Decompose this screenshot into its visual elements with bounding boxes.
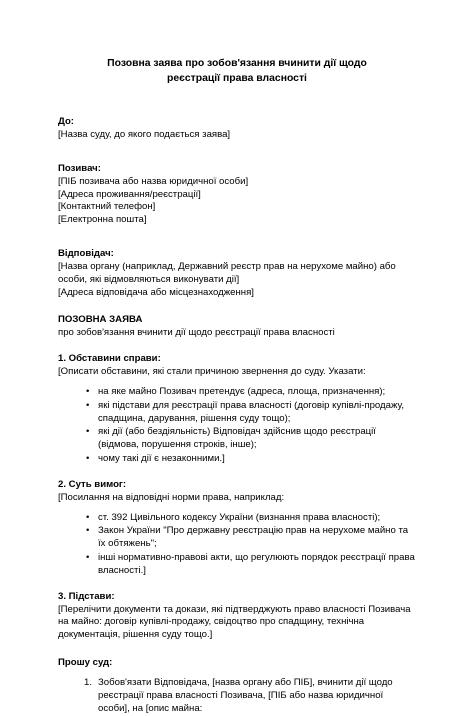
list-item: • які дії (або бездіяльність) Відповідач здійснив щодо реєстрації (відмова, порушення строків, інше); — [98, 426, 416, 452]
defendant-line: [Назва органу (наприклад, Державний реєстр прав на нерухоме майно) або особи, які відмовляються виконувати дії] — [58, 260, 396, 285]
defendant-section — [58, 248, 416, 299]
list-item: • Закон України "Про державну реєстрацію прав на нерухоме майно та їх обтяжень"; — [98, 525, 416, 551]
circumstances-heading: 1. Обставини справи: — [58, 353, 161, 365]
claim-heading-section — [58, 314, 416, 340]
claims-list — [58, 512, 416, 578]
list-item-text: Зобов'язати Відповідача, [назва органу або ПІБ], вчинити дії щодо реєстрації права власності Позивача, [ПІБ або назва юридичної особи], на [опис майна: — [98, 677, 393, 714]
plaintiff-line: [ПІБ позивача або назва юридичної особи] — [58, 175, 249, 187]
circumstances-list — [58, 386, 416, 466]
list-item: • інші нормативно-правові акти, що регулюють порядок реєстрації права власності.] — [98, 552, 416, 578]
claim-heading: ПОЗОВНА ЗАЯВА — [58, 314, 143, 326]
claims-heading: 2. Суть вимог: — [58, 478, 127, 490]
request-section — [58, 657, 416, 715]
claims-section — [58, 479, 416, 578]
plaintiff-line: [Контактний телефон] — [58, 201, 156, 213]
to-line: [Назва суду, до якого подається заява] — [58, 129, 231, 140]
claims-intro: [Посилання на відповідні норми права, наприклад: — [58, 491, 285, 503]
plaintiff-label: Позивач: — [58, 162, 101, 174]
grounds-heading: 3. Підстави: — [58, 590, 115, 602]
list-item: • на яке майно Позивач претендує (адреса, площа, призначення); — [98, 386, 416, 399]
grounds-section — [58, 591, 416, 642]
list-item: • чому такі дії є незаконними.] — [98, 453, 416, 466]
list-item: • ст. 392 Цивільного кодексу України (визнання права власності); — [98, 512, 416, 525]
grounds-text: [Перелічити документи та докази, які підтверджують право власності Позивача на майно: договір купівлі-продажу, свідоцтво про спадщину, технічна документація, рішення суду тощо.] — [58, 603, 411, 641]
list-item — [84, 677, 416, 716]
document-title: Позовна заява про зобов'язання вчинити дії щодо реєстрації права власності — [107, 58, 367, 85]
plaintiff-line: [Адреса проживання/реєстрації] — [58, 188, 201, 200]
request-list — [58, 677, 416, 716]
circumstances-intro: [Описати обставини, які стали причиною звернення до суду. Указати: — [58, 365, 366, 377]
circumstances-section — [58, 353, 416, 466]
defendant-line: [Адреса відповідача або місцезнаходження] — [58, 286, 254, 298]
plaintiff-section — [58, 163, 416, 227]
to-label: До: — [58, 116, 75, 128]
list-item: • які підстави для реєстрації права власності (договір купівлі-продажу, спадщина, дарування, рішення суду тощо); — [98, 400, 416, 426]
request-heading: Прошу суд: — [58, 657, 113, 669]
plaintiff-line: [Електронна пошта] — [58, 214, 147, 226]
list-item-number: 1. — [84, 677, 93, 688]
to-section — [58, 116, 416, 142]
defendant-label: Відповідач: — [58, 248, 114, 260]
claim-subheading: про зобов'язання вчинити дії щодо реєстрації права власності — [58, 327, 335, 339]
